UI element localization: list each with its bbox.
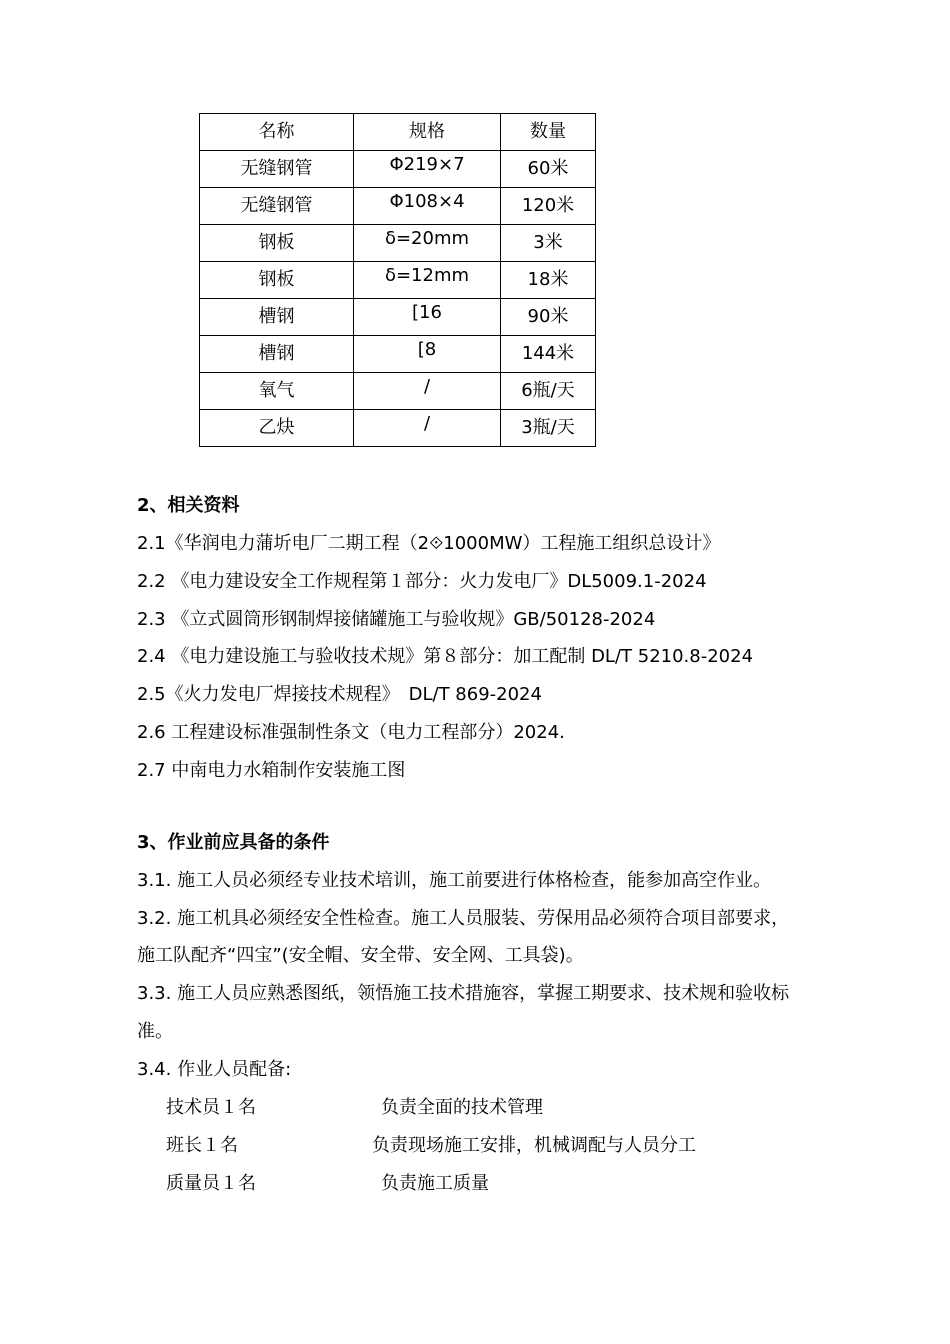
table-cell-spec: δ=20mm xyxy=(354,225,501,262)
staff-duty: 负责全面的技术管理 xyxy=(381,1097,543,1118)
condition-item-continued: 准。 xyxy=(137,1021,173,1042)
table-cell-spec: δ=12mm xyxy=(354,262,501,299)
condition-item-continued: 施工队配齐“四宝”(安全帽、安全带、安全网、工具袋)。 xyxy=(137,945,584,966)
reference-item: 2.1《华润电力蒲圻电厂二期工程（2⟐1000MW）工程施工组织总设计》 xyxy=(137,533,721,554)
reference-item: 2.2 《电力建设安全工作规程第１部分：火力发电厂》DL5009.1-2024 xyxy=(137,571,707,592)
table-row xyxy=(200,410,596,447)
reference-item: 2.4 《电力建设施工与验收技术规》第８部分：加工配制 DL/T 5210.8-2024 xyxy=(137,646,754,667)
table-cell-name: 无缝钢管 xyxy=(200,151,354,188)
table-row xyxy=(200,188,596,225)
table-cell-spec: / xyxy=(354,373,501,410)
materials-table xyxy=(199,113,596,447)
table-cell-name: 钢板 xyxy=(200,262,354,299)
table-row xyxy=(200,262,596,299)
reference-item: 2.3 《立式圆筒形钢制焊接储罐施工与验收规》GB/50128-2024 xyxy=(137,609,656,630)
section-3-heading: 3、作业前应具备的条件 xyxy=(137,832,330,853)
staff-role: 质量员１名 xyxy=(166,1173,256,1194)
section-2-heading: 2、相关资料 xyxy=(137,495,240,516)
table-cell-spec: Φ219×7 xyxy=(354,151,501,188)
table-header-quantity: 数量 xyxy=(501,114,596,151)
table-cell-quantity: 6瓶/天 xyxy=(501,373,596,410)
table-cell-name: 钢板 xyxy=(200,225,354,262)
table-cell-quantity: 120米 xyxy=(501,188,596,225)
table-header-spec: 规格 xyxy=(354,114,501,151)
table-cell-quantity: 60米 xyxy=(501,151,596,188)
table-cell-spec: Φ108×4 xyxy=(354,188,501,225)
table-cell-quantity: 18米 xyxy=(501,262,596,299)
table-cell-quantity: 3米 xyxy=(501,225,596,262)
table-row xyxy=(200,225,596,262)
condition-item: 3.2. 施工机具必须经安全性检查。施工人员服装、劳保用品必须符合项目部要求， xyxy=(137,908,790,929)
table-cell-name: 槽钢 xyxy=(200,336,354,373)
table-cell-spec: / xyxy=(354,410,501,447)
table-cell-spec: [8 xyxy=(354,336,501,373)
table-cell-quantity: 90米 xyxy=(501,299,596,336)
staff-role: 技术员１名 xyxy=(166,1097,256,1118)
table-cell-spec: [16 xyxy=(354,299,501,336)
table-cell-name: 乙炔 xyxy=(200,410,354,447)
reference-item: 2.7 中南电力水箱制作安装施工图 xyxy=(137,760,406,781)
table-header-row xyxy=(200,114,596,151)
table-row xyxy=(200,151,596,188)
table-cell-quantity: 144米 xyxy=(501,336,596,373)
table-row xyxy=(200,373,596,410)
table-header-name: 名称 xyxy=(200,114,354,151)
reference-item: 2.6 工程建设标准强制性条文（电力工程部分）2024. xyxy=(137,722,565,743)
staff-duty: 负责现场施工安排，机械调配与人员分工 xyxy=(372,1135,696,1156)
condition-item: 3.1. 施工人员必须经专业技术培训，施工前要进行体格检查，能参加高空作业。 xyxy=(137,870,772,891)
condition-item: 3.3. 施工人员应熟悉图纸，领悟施工技术措施容，掌握工期要求、技术规和验收标 xyxy=(137,983,790,1004)
staff-role: 班长１名 xyxy=(166,1135,238,1156)
staff-duty: 负责施工质量 xyxy=(381,1173,489,1194)
table-cell-name: 槽钢 xyxy=(200,299,354,336)
reference-item: 2.5《火力发电厂焊接技术规程》 DL/T 869-2024 xyxy=(137,684,542,705)
table-row xyxy=(200,299,596,336)
table-row xyxy=(200,336,596,373)
table-cell-name: 无缝钢管 xyxy=(200,188,354,225)
table-cell-quantity: 3瓶/天 xyxy=(501,410,596,447)
table-cell-name: 氧气 xyxy=(200,373,354,410)
condition-item: 3.4. 作业人员配备: xyxy=(137,1059,292,1080)
